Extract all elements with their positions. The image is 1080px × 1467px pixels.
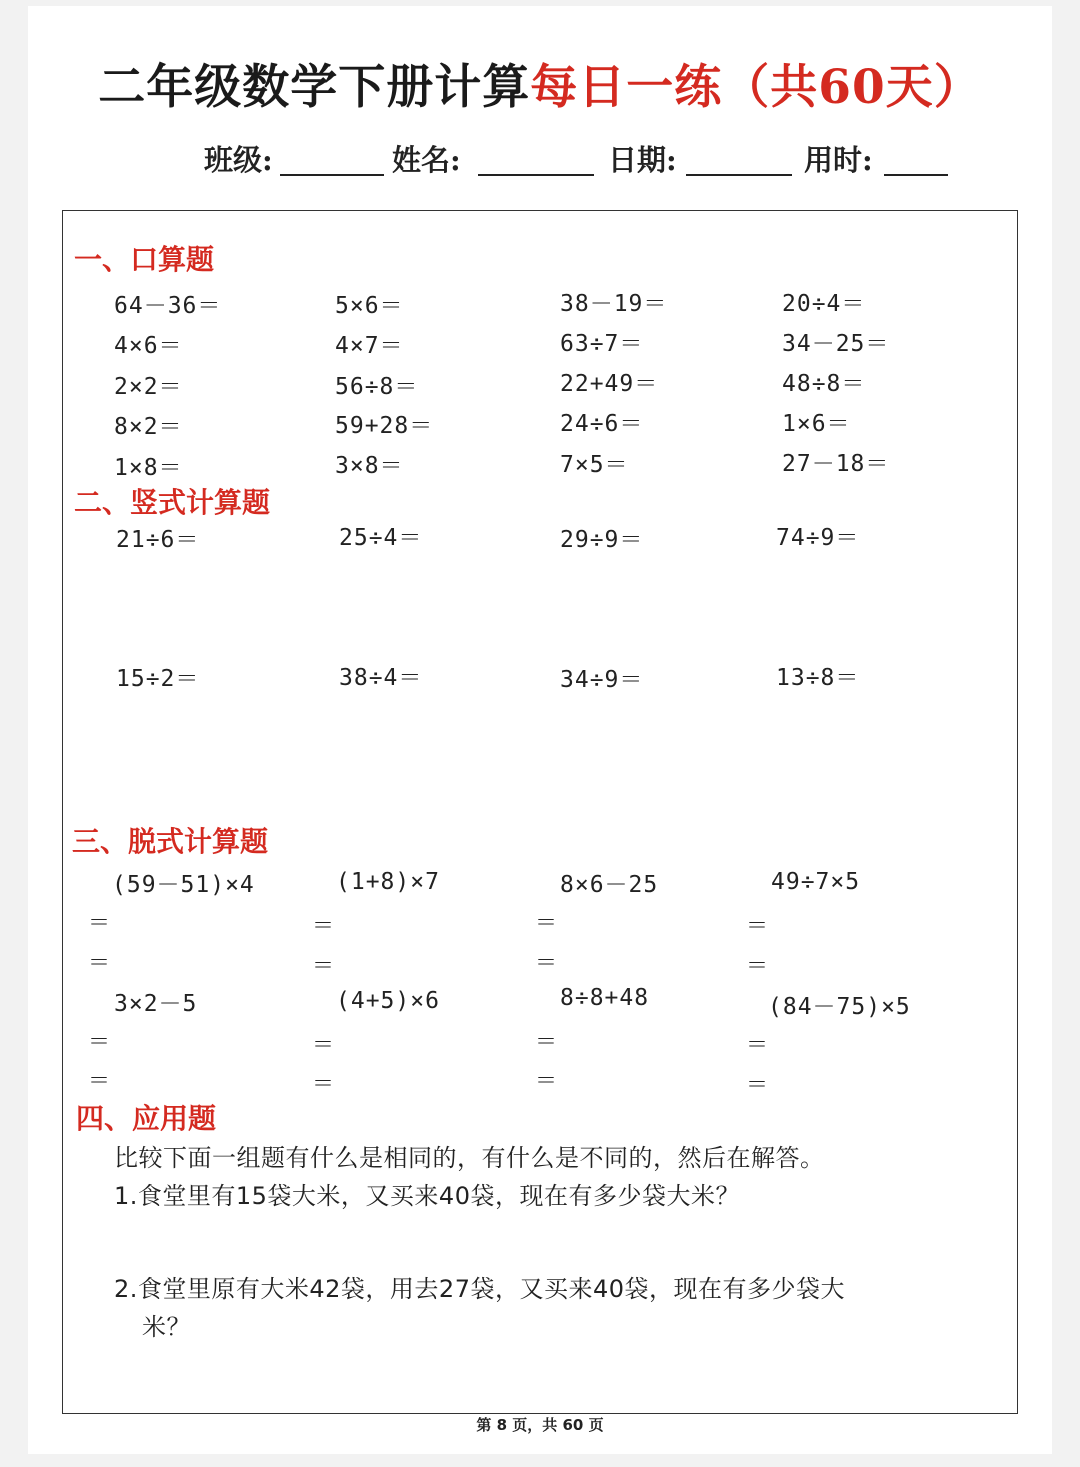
vertical-question: 25÷4＝ — [339, 525, 423, 551]
stepwise-question: (59－51)×4 — [112, 872, 255, 898]
stepwise-question: (4+5)×6 — [336, 988, 440, 1014]
equals-sign: ＝ — [746, 1073, 769, 1098]
time-blank — [884, 174, 948, 176]
oral-question: 5×6＝ — [335, 293, 404, 319]
oral-question: 59+28＝ — [335, 413, 434, 439]
equals-sign: ＝ — [88, 911, 111, 936]
equals-sign: ＝ — [312, 1033, 335, 1058]
oral-question: 4×7＝ — [335, 333, 404, 359]
equals-sign: ＝ — [746, 954, 769, 979]
oral-question: 64－36＝ — [114, 293, 222, 319]
name-label: 姓名: — [392, 143, 461, 177]
page-footer: 第 8 页，共 60 页 — [476, 1416, 604, 1434]
section-word-problems-heading: 四、应用题 — [76, 1102, 217, 1135]
oral-question: 56÷8＝ — [335, 374, 419, 400]
word-problem-2-continued: 米？ — [142, 1313, 191, 1341]
exercise-box — [62, 210, 1018, 1414]
vertical-question: 38÷4＝ — [339, 665, 423, 691]
oral-question: 24÷6＝ — [560, 411, 644, 437]
oral-question: 48÷8＝ — [782, 371, 866, 397]
class-label: 班级: — [204, 143, 273, 177]
oral-question: 1×6＝ — [782, 411, 851, 437]
name-blank — [478, 174, 594, 176]
oral-question: 7×5＝ — [560, 452, 629, 478]
equals-sign: ＝ — [535, 911, 558, 936]
oral-question: 3×8＝ — [335, 453, 404, 479]
oral-question: 2×2＝ — [114, 374, 183, 400]
equals-sign: ＝ — [88, 1030, 111, 1055]
stepwise-question: (84－75)×5 — [768, 994, 911, 1020]
word-problems-intro: 比较下面一组题有什么是相同的，有什么是不同的，然后在解答。 — [114, 1144, 825, 1172]
oral-question: 1×8＝ — [114, 455, 183, 481]
equals-sign: ＝ — [746, 914, 769, 939]
equals-sign: ＝ — [535, 951, 558, 976]
oral-question: 8×2＝ — [114, 414, 183, 440]
oral-question: 22+49＝ — [560, 371, 659, 397]
vertical-question: 15÷2＝ — [116, 666, 200, 692]
time-label: 用时: — [804, 143, 873, 177]
equals-sign: ＝ — [88, 951, 111, 976]
vertical-question: 13÷8＝ — [776, 665, 860, 691]
stepwise-question: 8÷8+48 — [560, 985, 650, 1011]
section-stepwise-heading: 三、脱式计算题 — [72, 825, 269, 858]
equals-sign: ＝ — [535, 1030, 558, 1055]
oral-question: 63÷7＝ — [560, 331, 644, 357]
class-blank — [280, 174, 384, 176]
oral-question: 4×6＝ — [114, 333, 183, 359]
equals-sign: ＝ — [88, 1069, 111, 1094]
stepwise-question: 3×2－5 — [114, 991, 198, 1017]
page-title — [28, 50, 1052, 117]
title-highlight: 每日一练（共60天） — [530, 60, 982, 115]
oral-question: 38－19＝ — [560, 291, 668, 317]
equals-sign: ＝ — [746, 1033, 769, 1058]
vertical-question: 34÷9＝ — [560, 667, 644, 693]
title-main: 二年级数学下册计算 — [98, 60, 531, 115]
word-problem-2: 2.食堂里原有大米42袋，用去27袋，又买来40袋，现在有多少袋大 — [114, 1275, 846, 1303]
worksheet-page — [28, 6, 1052, 1454]
oral-question: 34－25＝ — [782, 331, 890, 357]
stepwise-question: 8×6－25 — [560, 872, 659, 898]
equals-sign: ＝ — [312, 1072, 335, 1097]
oral-question: 20÷4＝ — [782, 291, 866, 317]
equals-sign: ＝ — [535, 1069, 558, 1094]
student-info-row — [28, 138, 1052, 184]
vertical-question: 74÷9＝ — [776, 525, 860, 551]
vertical-question: 21÷6＝ — [116, 527, 200, 553]
vertical-question: 29÷9＝ — [560, 527, 644, 553]
date-blank — [686, 174, 792, 176]
section-oral-heading: 一、口算题 — [74, 243, 215, 276]
stepwise-question: (1+8)×7 — [336, 869, 440, 895]
word-problem-1: 1.食堂里有15袋大米，又买来40袋，现在有多少袋大米？ — [114, 1182, 740, 1210]
date-label: 日期: — [608, 143, 677, 177]
stepwise-question: 49÷7×5 — [771, 869, 861, 895]
oral-question: 27－18＝ — [782, 451, 890, 477]
equals-sign: ＝ — [312, 954, 335, 979]
equals-sign: ＝ — [312, 914, 335, 939]
section-vertical-heading: 二、竖式计算题 — [74, 486, 271, 519]
